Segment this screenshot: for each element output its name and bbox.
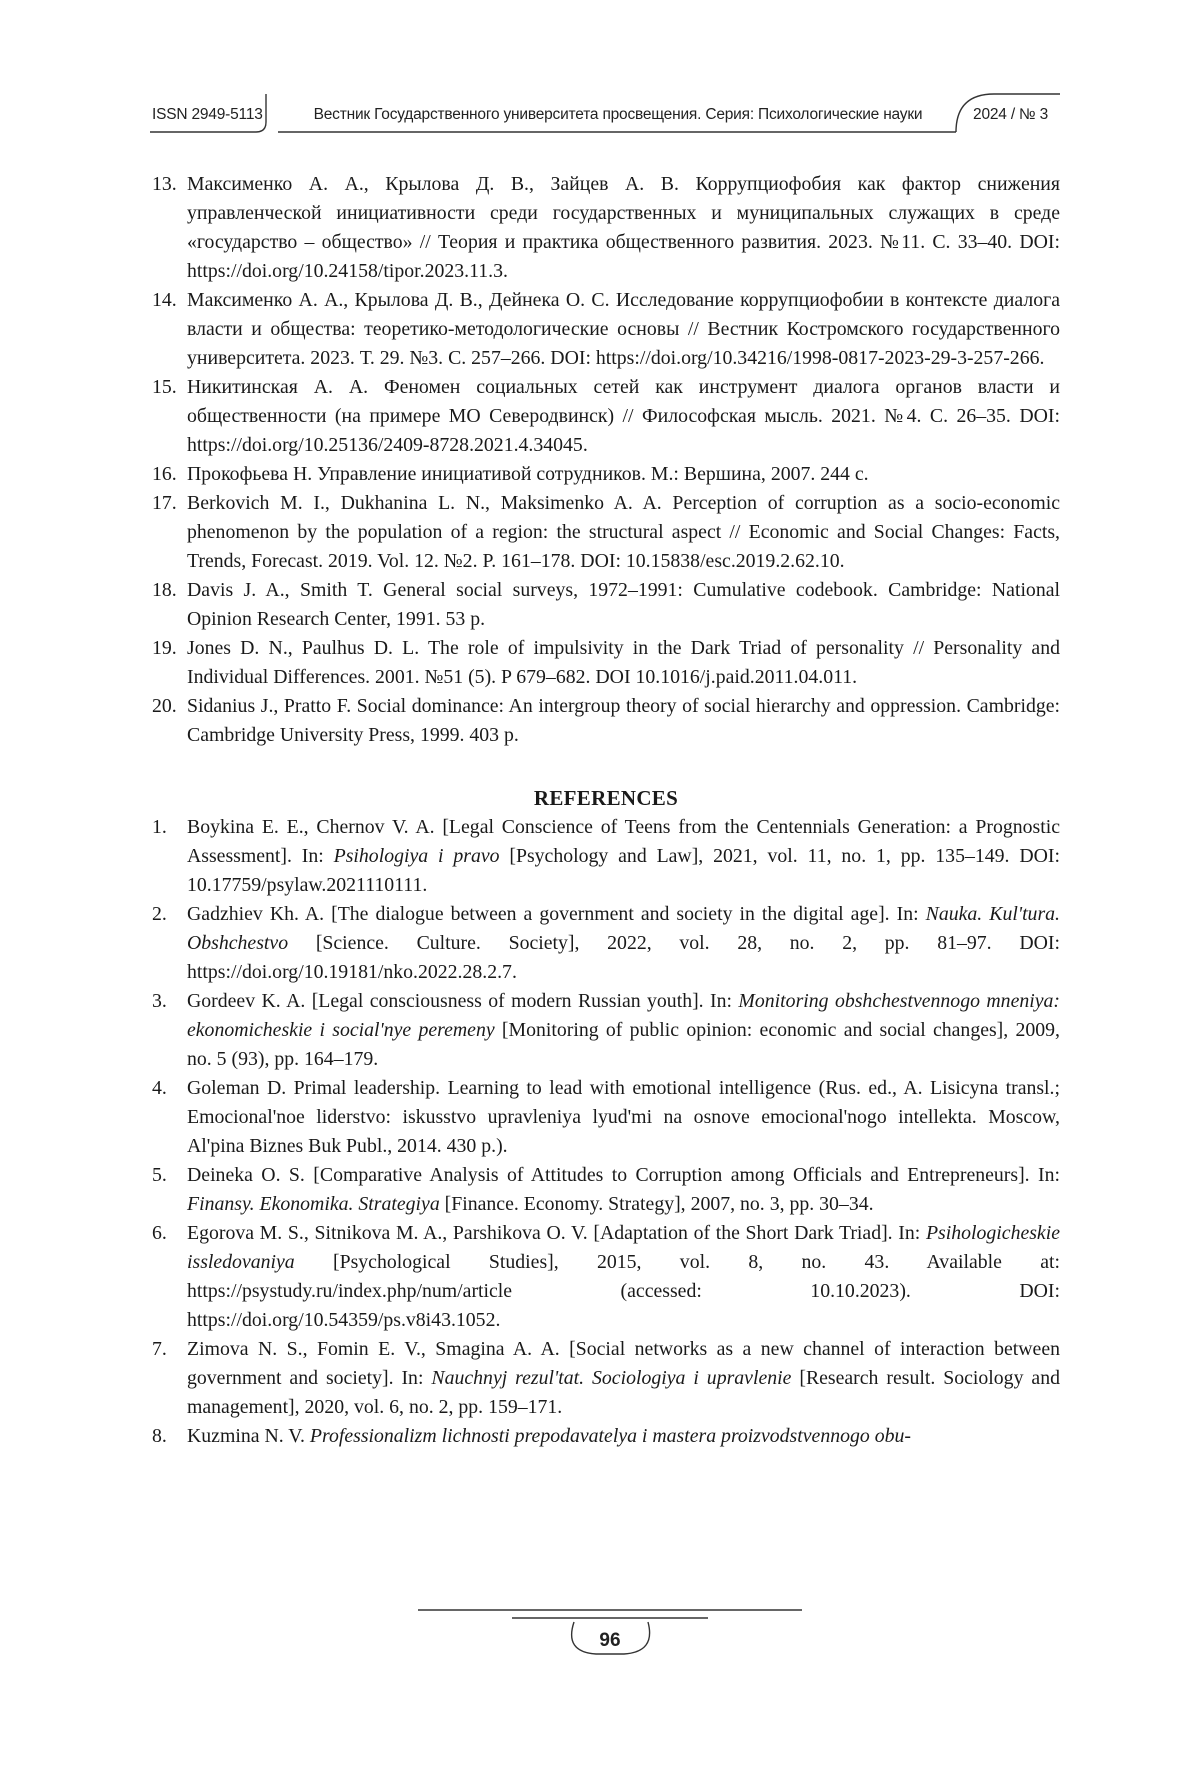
reference-item	[152, 1074, 1060, 1161]
reference-source-title: Psihologiya i pravo	[333, 845, 500, 867]
reference-number: 4.	[152, 1077, 167, 1099]
reference-number: 19.	[152, 637, 177, 659]
reference-source-title: Professionalizm lichnosti prepodavatelya i mastera proizvodstvennogo obu-	[309, 1425, 911, 1447]
reference-text: Kuzmina N. V.	[187, 1425, 310, 1447]
reference-text: Egorova M. S., Sitnikova M. A., Parshikova O. V. [Adaptation of the Short Dark Triad]. In:	[187, 1222, 926, 1244]
reference-text: [Monitoring of public opinion: economic and social changes], 2009, no. 5 (93), pp. 164–179.	[187, 1019, 1060, 1070]
reference-item	[152, 900, 1060, 987]
reference-number: 7.	[152, 1338, 167, 1360]
reference-number: 8.	[152, 1425, 167, 1447]
reference-number: 13.	[152, 173, 177, 195]
reference-source-title: Monitoring obshchestvennogo mneniya: ekonomicheskie i social'nye peremeny	[187, 990, 1060, 1041]
reference-text: Zimova N. S., Fomin E. V., Smagina A. A. [Social networks as a new channel of interaction between government and society]. In:	[187, 1338, 1060, 1389]
reference-text: Deineka O. S. [Comparative Analysis of Attitudes to Corruption among Officials and Entrepreneurs]. In:	[187, 1164, 1060, 1186]
reference-list-english	[152, 813, 1060, 1451]
journal-title: Вестник Государственного университета просвещения. Серия: Психологические науки	[313, 106, 923, 123]
page-number: 96	[599, 1630, 621, 1651]
reference-item	[152, 460, 1060, 489]
reference-item	[152, 1219, 1060, 1335]
reference-list-russian	[152, 170, 1060, 750]
reference-text: Boykina E. E., Chernov V. A. [Legal Conscience of Teens from the Centennials Generation: a Prognostic Assessment]. In:	[187, 816, 1060, 867]
reference-item	[152, 1161, 1060, 1219]
reference-text: Gordeev K. A. [Legal consciousness of modern Russian youth]. In:	[187, 990, 739, 1012]
reference-text: Максименко А. А., Крылова Д. В., Зайцев А. В. Коррупциофобия как фактор снижения управленческой инициативности среди государственных и муниципальных служащих в среде «государство – общество» // Теория и практика общественного развития. 2023. №11. С. 33–40. DOI: https://doi.org/10.24158/tipor.2023.11.3.	[187, 173, 1060, 282]
page-footer	[418, 1608, 802, 1668]
reference-item	[152, 286, 1060, 373]
reference-text: [Psychological Studies], 2015, vol. 8, no. 43. Available at: https://psystudy.ru/index.php/num/article (accessed: 10.10.2023). DOI: https://doi.org/10.54359/ps.v8i43.1052.	[187, 1251, 1060, 1331]
reference-text: Berkovich M. I., Dukhanina L. N., Maksimenko A. A. Perception of corruption as a socio-economic phenomenon by the population of a region: the structural aspect // Economic and Social Changes: Facts, Trends, Forecast. 2019. Vol. 12. №2. P. 161–178. DOI: 10.15838/esc.2019.2.62.10.	[187, 492, 1060, 572]
reference-text: [Finance. Economy. Strategy], 2007, no. 3, pp. 30–34.	[439, 1193, 874, 1215]
reference-number: 2.	[152, 903, 167, 925]
reference-text: Jones D. N., Paulhus D. L. The role of impulsivity in the Dark Triad of personality // Personality and Individual Differences. 2001. №51 (5). P 679–682. DOI 10.1016/j.paid.2011.04.011.	[187, 637, 1060, 688]
issue-label: 2024 / № 3	[973, 106, 1048, 123]
reference-text: Sidanius J., Pratto F. Social dominance: An intergroup theory of social hierarchy and oppression. Cambridge: Cambridge University Press, 1999. 403 p.	[187, 695, 1060, 746]
reference-number: 15.	[152, 376, 177, 398]
reference-item	[152, 1422, 1060, 1451]
reference-source-title: Finansy. Ekonomika. Strategiya	[187, 1193, 440, 1215]
reference-text: Gadzhiev Kh. A. [The dialogue between a government and society in the digital age]. In:	[187, 903, 926, 925]
reference-text: Максименко А. А., Крылова Д. В., Дейнека О. С. Исследование коррупциофобии в контексте диалога власти и общества: теоретико-методологические основы // Вестник Костромского государственного университета. 2023. Т. 29. №3. С. 257–266. DOI: https://doi.org/10.34216/1998-0817-2023-29-3-257-266.	[187, 289, 1060, 369]
reference-number: 6.	[152, 1222, 167, 1244]
reference-number: 20.	[152, 695, 177, 717]
reference-text: [Research result. Sociology and management], 2020, vol. 6, no. 2, pp. 159–171.	[187, 1367, 1060, 1418]
reference-number: 1.	[152, 816, 167, 838]
references-content	[152, 170, 1060, 1451]
reference-number: 14.	[152, 289, 177, 311]
reference-text: Goleman D. Primal leadership. Learning to lead with emotional intelligence (Rus. ed., A. Lisicyna transl.; Emocional'noe liderstvo: iskusstvo upravleniya lyud'mi na osnove emocional'nogo intellekta. Moscow, Al'pina Biznes Buk Publ., 2014. 430 p.).	[187, 1077, 1060, 1157]
reference-source-title: Psihologicheskie issledovaniya	[187, 1222, 1060, 1273]
reference-text: [Psychology and Law], 2021, vol. 11, no. 1, pp. 135–149. DOI: 10.17759/psylaw.2021110111.	[187, 845, 1060, 896]
reference-number: 17.	[152, 492, 177, 514]
reference-item	[152, 692, 1060, 750]
reference-text: [Science. Culture. Society], 2022, vol. 28, no. 2, pp. 81–97. DOI: https://doi.org/10.19181/nko.2022.28.2.7.	[187, 932, 1060, 983]
reference-item	[152, 987, 1060, 1074]
reference-item	[152, 1335, 1060, 1422]
reference-number: 5.	[152, 1164, 167, 1186]
issn-label: ISSN 2949-5113	[152, 106, 263, 123]
reference-text: Никитинская А. А. Феномен социальных сетей как инструмент диалога органов власти и общественности (на примере МО Северодвинск) // Философская мысль. 2021. №4. С. 26–35. DOI: https://doi.org/10.25136/2409-8728.2021.4.34045.	[187, 376, 1060, 456]
reference-item	[152, 373, 1060, 460]
reference-text: Davis J. A., Smith T. General social surveys, 1972–1991: Cumulative codebook. Cambridge: National Opinion Research Center, 1991. 53 p.	[187, 579, 1060, 630]
running-header	[148, 92, 1060, 138]
reference-item	[152, 634, 1060, 692]
reference-source-title: Nauka. Kul'tura. Obshchestvo	[187, 903, 1060, 954]
reference-number: 3.	[152, 990, 167, 1012]
reference-text: Прокофьева Н. Управление инициативой сотрудников. М.: Вершина, 2007. 244 с.	[187, 463, 869, 485]
reference-source-title: Nauchnyj rezul'tat. Sociologiya i upravlenie	[431, 1367, 792, 1389]
reference-number: 16.	[152, 463, 177, 485]
reference-item	[152, 489, 1060, 576]
references-heading: REFERENCES	[533, 786, 679, 810]
reference-number: 18.	[152, 579, 177, 601]
reference-item	[152, 576, 1060, 634]
reference-item	[152, 813, 1060, 900]
reference-item	[152, 170, 1060, 286]
